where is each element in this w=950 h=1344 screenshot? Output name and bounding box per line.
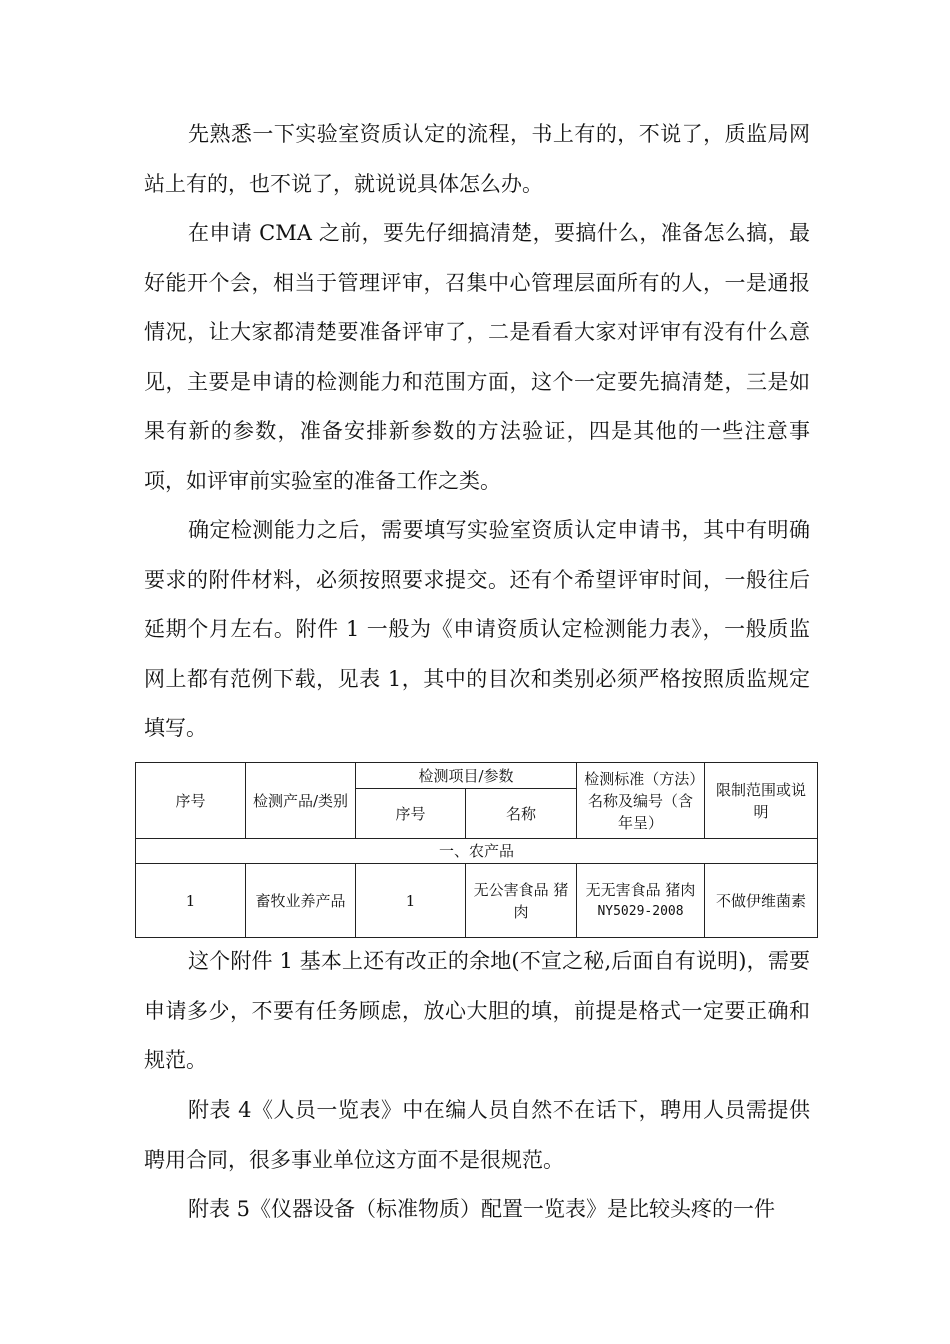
capability-table	[135, 762, 818, 938]
header-item-name: 名称	[466, 789, 577, 839]
header-product: 检测产品/类别	[246, 763, 356, 839]
row-product: 畜牧业养产品	[246, 864, 356, 938]
section-row: 一、农产品	[136, 839, 818, 864]
header-standard: 检测标准（方法）名称及编号（含年呈）	[577, 763, 705, 839]
row-item-name: 无公害食品 猪肉	[466, 864, 577, 938]
standard-name: 无无害食品 猪肉	[585, 880, 696, 899]
row-standard	[577, 864, 705, 938]
row-item-seq: 1	[356, 864, 466, 938]
paragraph-4: 这个附件 1 基本上还有改正的余地(不宣之秘,后面自有说明)，需要申请多少，不要有任务顾虑，放心大胆的填，前提是格式一定要正确和规范。	[144, 949, 810, 1072]
paragraph-5: 附表 4《人员一览表》中在编人员自然不在话下，聘用人员需提供聘用合同，很多事业单位这方面不是很规范。	[144, 1098, 810, 1172]
header-item-seq: 序号	[356, 789, 466, 839]
paragraph-1: 先熟悉一下实验室资质认定的流程，书上有的，不说了，质监局网站上有的，也不说了，就说说具体怎么办。	[144, 122, 810, 196]
paragraph-2: 在申请 CMA 之前，要先仔细搞清楚，要搞什么，准备怎么搞，最好能开个会，相当于管理评审，召集中心管理层面所有的人，一是通报情况，让大家都清楚要准备评审了，二是看看大家对评审有没有什么意见，主要是申请的检测能力和范围方面，这个一定要先搞清楚，三是如果有新的参数，准备安排新参数的方法验证，四是其他的一些注意事项，如评审前实验室的准备工作之类。	[144, 221, 810, 493]
standard-code: NY5029-2008	[597, 903, 684, 919]
header-item-group: 检测项目/参数	[356, 763, 577, 789]
paragraph-6: 附表 5《仪器设备（标准物质）配置一览表》是比较头疼的一件	[188, 1197, 776, 1221]
header-seq: 序号	[136, 763, 246, 839]
paragraph-3: 确定检测能力之后，需要填写实验室资质认定申请书，其中有明确要求的附件材料，必须按照要求提交。还有个希望评审时间，一般往后延期个月左右。附件 1 一般为《申请资质认定检测能力表》，一般质监网上都有范例下载，见表 1，其中的目次和类别必须严格按照质监规定填写。	[144, 518, 810, 740]
row-limit: 不做伊维菌素	[705, 864, 818, 938]
row-seq: 1	[136, 864, 246, 938]
header-limit: 限制范围或说明	[705, 763, 818, 839]
